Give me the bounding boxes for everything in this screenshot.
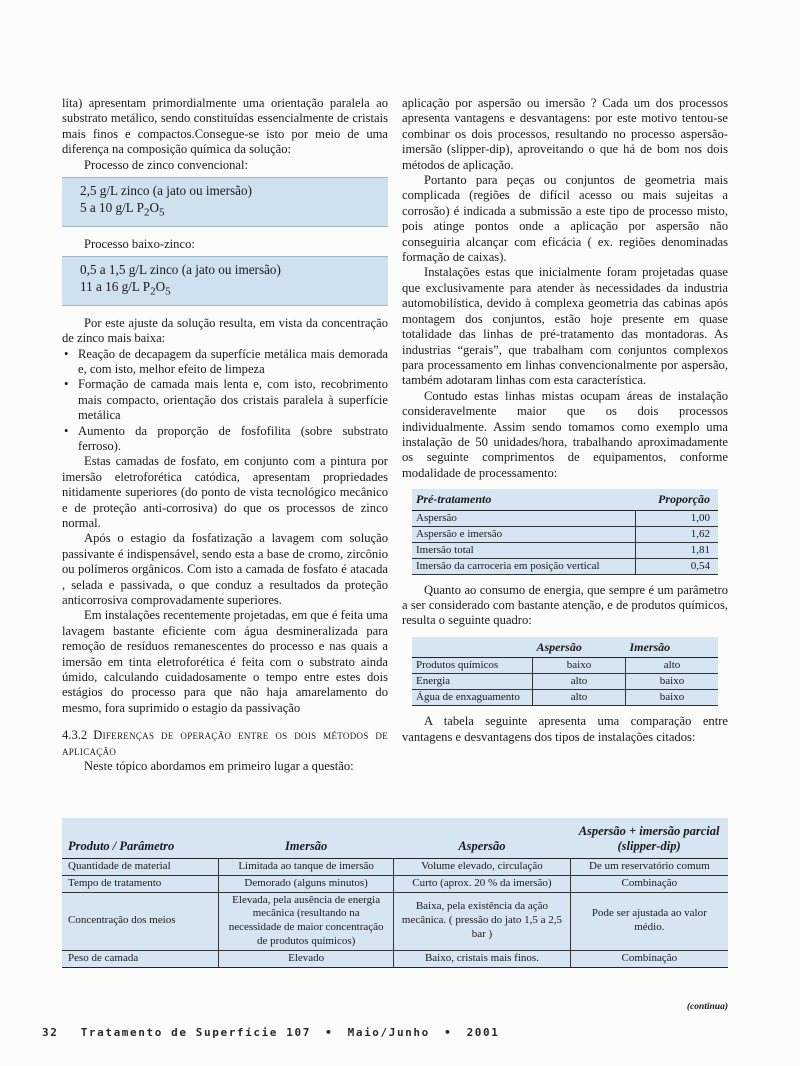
column-header: Proporção [636,489,719,510]
table-row [412,510,718,526]
table-row [62,859,728,876]
table-cell: Elevada, pela ausência de energia mecânica (resultando na necessidade de maior concentração de produtos químicos) [219,892,394,950]
low-zinc-formula-box [62,256,388,306]
formula-line: 2,5 g/L zinco (a jato ou imersão) [80,183,252,199]
list-item: • Aumento da proporção de fosfofilita (sobre substrato ferroso). [62,424,388,455]
issue-date: Maio/Junho [347,1026,430,1039]
comparison-table [62,818,728,968]
table-cell: Peso de camada [62,950,219,967]
table-cell: 0,54 [636,558,719,574]
table-cell: Aspersão e imersão [412,526,636,542]
left-column [62,96,388,775]
table-row [412,558,718,574]
table-cell: Imersão da carroceria em posição vertical [412,558,636,574]
bullet-list [62,347,388,455]
table-cell: Aspersão [412,510,636,526]
paragraph: aplicação por aspersão ou imersão ? Cada um dos processos apresenta vantagens e desvantagens: por este motivo tentou-se combinar os dois processos, resultando no processo aspersão-imersão (slipper-dip), aproveitando o que há de bom nos dois métodos de aplicação. [402,96,728,172]
section-number: 4.3.2 [62,728,88,743]
table-cell: 1,62 [636,526,719,542]
table-header-row [62,818,728,859]
table-cell: Produtos químicos [412,658,533,674]
continued-note: (continua) [686,1002,728,1012]
table-header-row [412,489,718,510]
table-cell: Baixa, pela existência da ação mecânica. ( pressão do jato 1,5 a 2,5 bar ) [394,892,571,950]
formula-text: 5 a 10 g/L P [80,200,144,216]
footer-separator: • [325,1026,334,1039]
column-header: Produto / Parâmetro [62,818,219,859]
paragraph: Estas camadas de fosfato, em conjunto com a pintura por imersão eletroforética catódica, apresentam propriedades nitidamente superiores (do ponto de vista tecnológico mecânico e de proteção anti-corrosiva) do que os processos de zinco normal. [62,454,388,530]
table-cell: Combinação [570,950,728,967]
formula-subscript: 2 [150,285,156,298]
issue-year: 2001 [466,1026,500,1039]
paragraph: Portanto para peças ou conjuntos de geometria mais complicada (regiões de difícil acesso ou mais sujeitas a corrosão) é indicada a submissão a este tipo de processo misto, pois atinge pontos onde a aplicação por aspersão não conseguiria alcançar com eficácia ( ex. regiões denominadas formação de caixas). [402,173,728,265]
section-heading [62,728,388,759]
formula-subscript: 2 [143,206,150,219]
table-cell: Quantidade de material [62,859,219,876]
paragraph: Quanto ao consumo de energia, que sempre é um parâmetro a ser considerado com bastante atenção, e de produtos químicos, resulta o seguinte quadro: [402,582,728,628]
table-cell: alto [533,674,626,690]
magazine-title: Tratamento de Superfície 107 [80,1026,311,1039]
paragraph: Em instalações recentemente projetadas, em que é feita uma lavagem bastante eficiente com água desmineralizada para remoção de resíduos remanescentes do processo e nas quais a imersão em tinta eletroforética é feita com o substrato ainda úmido, calculando cuidadosamente o tempo entre estes dois estágios do processo para que não haja amarelamento do mesmo, fora suprimido o estagio da passivação [62,608,388,715]
table-cell: Energia [412,674,533,690]
table-cell: Imersão total [412,542,636,558]
table-row [412,526,718,542]
formula-line: 0,5 a 1,5 g/L zinco (a jato ou imersão) [80,262,281,278]
table-cell: Pode ser ajustada ao valor médio. [570,892,728,950]
formula-text: O [155,279,166,295]
process-label-conventional: Processo de zinco convencional: [84,157,249,172]
table-row [412,542,718,558]
page-number: 32 [42,1026,59,1039]
formula-line [80,278,388,301]
table-cell: Combinação [570,875,728,892]
formula-line [80,199,388,222]
table-cell: Curto (aprox. 20 % da imersão) [394,875,571,892]
paragraph: Contudo estas linhas mistas ocupam áreas de instalação consideravelmente maior que os dois processos individualmente. Assim sendo tomamos como exemplo uma instalação de 50 unidades/hora, trabalhando aproximadamente os seguinte comprimentos de equipamentos, conforme modalidade de processamento: [402,388,728,480]
table-row [412,690,718,706]
column-header: Imersão [626,637,719,658]
energy-table [412,637,718,706]
paragraph: lita) apresentam primordialmente uma orientação paralela ao substrato metálico, sendo constituídas essencialmente de cristais mais finos e compactos.Consegue-se isto por meio de uma diferença na composição química da solução: [62,96,388,157]
table-cell: alto [626,658,719,674]
table-cell: Elevado [219,950,394,967]
process-label-low-zinc: Processo baixo-zinco: [84,236,195,251]
table-cell: 1,00 [636,510,719,526]
table-cell: Limitada ao tanque de imersão [219,859,394,876]
table-row [412,674,718,690]
table-cell: De um reservatório comum [570,859,728,876]
column-header: Aspersão [394,818,571,859]
formula-text: O [149,200,160,216]
section-title: Diferenças de operação entre os dois métodos de aplicação [62,728,388,758]
table-cell: Tempo de tratamento [62,875,219,892]
column-header: Pré-tratamento [412,489,636,510]
column-header: Aspersão + imersão parcial (slipper-dip) [570,818,728,859]
table-cell: baixo [626,690,719,706]
table-header-row [412,637,718,658]
pretreatment-table [412,489,718,574]
list-item: • Formação de camada mais lenta e, com isto, recobrimento mais compacto, orientação dos cristais paralela à superfície metálica [62,377,388,423]
table-cell: 1,81 [636,542,719,558]
table-cell: baixo [533,658,626,674]
table-cell: Demorado (alguns minutos) [219,875,394,892]
paragraph: Após o estagio da fosfatização a lavagem com solução passivante é indispensável, sendo esta a base de cromo, zircônio ou polímeros orgânicos. Com isto a camada de fosfato é atacada , selada e passivada, o que conduz a resultados da proteção anticorrosiva comprovadamente superiores. [62,531,388,608]
table-row [412,658,718,674]
table-cell: Concentração dos meios [62,892,219,950]
paragraph: Instalações estas que inicialmente foram projetadas quase que exclusivamente para atender às necessidades da industria automobilística, devido à complexa geometria das cabinas após montagem dos conjuntos, estão hoje presente em quase totalidade das linhas de pré-tratamento das montadoras. As industrias “gerais”, que trabalham com conjuntos complexos para processamento em linhas convencionalmente por aspersão, também adotaram linhas com esta característica. [402,265,728,388]
formula-text: 11 a 16 g/L P [80,279,151,295]
table-cell: Volume elevado, circulação [394,859,571,876]
list-item: • Reação de decapagem da superfície metálica mais demorada e, com isto, melhor efeito de limpeza [62,347,388,378]
table-cell: Água de enxaguamento [412,690,533,706]
conventional-formula-box [62,177,388,227]
right-column [402,96,728,745]
table-cell: Baixo, cristais mais finos. [394,950,571,967]
paragraph: Neste tópico abordamos em primeiro lugar a questão: [84,759,354,774]
table-row [62,875,728,892]
table-cell: alto [533,690,626,706]
column-header [412,637,533,658]
table-cell: baixo [626,674,719,690]
formula-subscript: 5 [159,206,165,219]
paragraph: A tabela seguinte apresenta uma comparação entre vantagens e desvantagens dos tipos de instalações citados: [402,714,728,744]
footer-separator: • [444,1026,453,1039]
column-header: Imersão [219,818,394,859]
page-footer [42,1026,499,1039]
paragraph: Por este ajuste da solução resulta, em vista da concentração de zinco mais baixa: [62,315,388,346]
formula-subscript: 5 [165,285,171,298]
table-row [62,892,728,950]
table-row [62,950,728,967]
column-header: Aspersão [533,637,626,658]
